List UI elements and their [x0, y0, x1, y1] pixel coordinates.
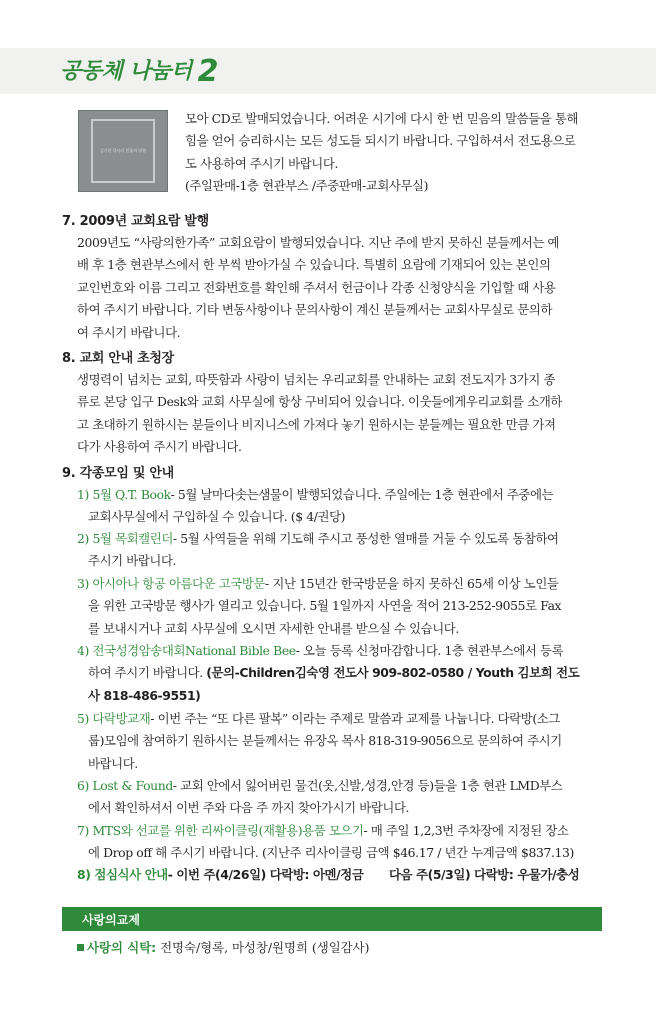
- list-item: 6) Lost & Found- 교회 안에서 잃어버린 물건(옷,신발,성경,안경 등)들을 1층 현관 LMD부스 에서 확인하셔서 이번 주와 다음 주 까지 찾아가시기 바랍니다.: [77, 778, 563, 816]
- cd-cover-image: [78, 110, 168, 192]
- list-item: 7) MTS와 선교를 위한 리싸이클링(재활용)용품 모으기- 매 주일 1,2,3번 주차장에 지정된 장소 에 Drop off 해 주시기 바랍니다. (지난주 리사이클링 금액 $46.17 / 년간 누계금액 $837.13): [77, 823, 574, 861]
- cover-text: 김기현 목사의 믿음의 말씀: [99, 148, 147, 153]
- list-item: 4) 전국성경암송대회National Bible Bee- 오늘 등록 신청마감합니다. 1층 현관부스에서 등록 하여 주시기 바랍니다. (문의-Children김숙영 전도사 909-802-0580 / Youth 김보희 전도 사 818-486-9551): [77, 643, 580, 703]
- section8-heading: 8. 교회 안내 초청장: [62, 351, 174, 366]
- section9-heading: 9. 각종모임 및 안내: [62, 466, 174, 481]
- list-item: 8) 점심식사 안내- 이번 주(4/26일) 다락방: 아멘/정금 다음 주(5/3일) 다락방: 우물가/충성: [77, 867, 580, 882]
- section7-body: 2009년도 “사랑의한가족” 교회요람이 발행되었습니다. 지난 주에 받지 못하신 분들께서는 예 배 후 1층 현관부스에서 한 부씩 받아가실 수 있습니다. 특별히 요람에 기재되어 있는 본인의 교인번호와 이름 그리고 전화번호를 확인해 주셔서 헌금이나 각종 신청양식을 기입할 때 사용 하여 주시기 바랍니다. 기타 변동사항이나 문의사항이 계신 분들께서는 교회사무실로 문의하 여 주시기 바랍니다.: [77, 235, 560, 340]
- love-section-bar: [62, 907, 602, 931]
- love-section-title: 사랑의교제: [82, 913, 140, 927]
- section8-body: 생명력이 넘치는 교회, 따뜻함과 사랑이 넘치는 우리교회를 안내하는 교회 전도지가 3가지 종 류로 본당 입구 Desk와 교회 사무실에 항상 구비되어 있습니다. 이웃들에게우리교회를 소개하 고 초대하기 원하시는 분들이나 비지니스에 가져다 놓기 원하시는 분들께는 필요한 만큼 가져 다가 사용하여 주시기 바랍니다.: [77, 372, 562, 455]
- page-title: 공동체 나눔터 2: [60, 54, 219, 89]
- list-item: 5) 다락방교재- 이번 주는 “또 다른 팔복” 이라는 주제로 말씀과 교제를 나눕니다. 다락방(소그 룹)모임에 참여하기 원하시는 분들께서는 유장옥 목사 818-319-9056으로 문의하여 주시기 바랍니다.: [77, 711, 562, 771]
- bullet-square-icon: [77, 944, 84, 951]
- section7-heading: 7. 2009년 교회요람 발행: [62, 214, 209, 229]
- list-item: 3) 아시아나 항공 아름다운 고국방문- 지난 15년간 한국방문을 하지 못하신 65세 이상 노인들 을 위한 고국방문 행사가 열리고 있습니다. 5월 1일까지 사연을 적어 213-252-9055로 Fax 를 보내시거나 교회 사무실에 오시면 자세한 안내를 받으실 수 있습니다.: [77, 576, 562, 636]
- meal-row: 사랑의 식탁: 전명숙/형록, 마성창/원명희 (생일감사): [77, 938, 369, 956]
- list-item: 1) 5월 Q.T. Book- 5월 날마다솟는샘물이 발행되었습니다. 주일에는 1층 현관에서 주중에는 교회사무실에서 구입하실 수 있습니다. ($ 4/권당): [77, 487, 554, 525]
- list-item: 2) 5월 목회캘린더- 5월 사역들을 위해 기도해 주시고 풍성한 열매를 거둘 수 있도록 동참하여 주시기 바랍니다.: [77, 531, 559, 569]
- intro-paragraph: 모아 CD로 발매되었습니다. 어려운 시기에 다시 한 번 믿음의 말씀들을 통해 힘을 얻어 승리하시는 모든 성도들 되시기 바랍니다. 구입하셔서 전도용으로 도 사용하여 주시기 바랍니다. (주일판매-1층 현관부스 /주중판매-교회사무실): [185, 111, 579, 194]
